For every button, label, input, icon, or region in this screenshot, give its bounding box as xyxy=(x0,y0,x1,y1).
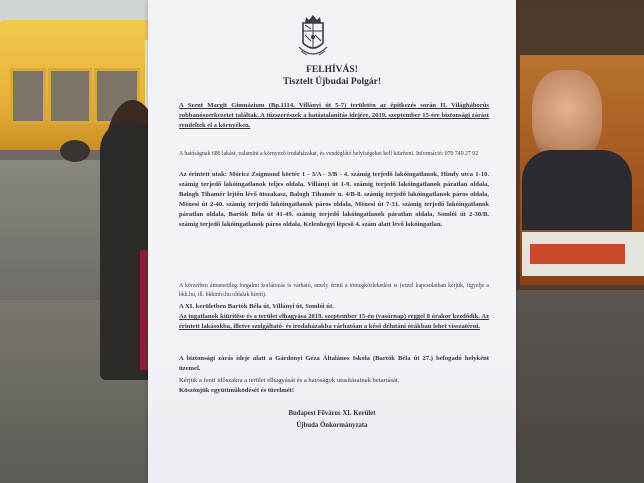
paragraph-evacuation-scope xyxy=(179,150,489,159)
paragraph-schedule xyxy=(179,312,489,332)
paragraph-discovery xyxy=(179,101,489,131)
tram-window xyxy=(48,68,92,124)
paragraph-affected-roads xyxy=(179,170,489,230)
paragraph-request xyxy=(179,376,489,396)
paragraph-district-roads-text: A XI. kerületben Bartók Béla út, Villányi út, Somlói út. xyxy=(179,303,334,310)
paragraph-affected-roads-text: Az érintett utak: Móricz Zsigmond körtér 1 - 3/A - 3/B - 4. számig terjedő lakóingatlanok, Himfy utca 1-10. számig terjedő lakóingatlanok teljes oldala, Villányi út 1-9. számig terjedő lakóingatlanok páratlan oldala, Balogh Tihamér lejtőn lévő ötszakasz, Balogh Tihamér u. 4/B-8. számig terjedő lakóingatlanok páros oldala, Ménesi út 2-40. számig terjedő lakóingatlanok páros oldala, Ménesi út 7-31. számig terjedő lakóingatlanok páratlan oldala, Bartók Béla út 41-49. számig terjedő lakóingatlanok páratlan oldala, Somlói út 2-30/B. számig terjedő lakóingatlanok páros oldala, Kelenhegyi lépcső 4. szám alatt lévő lakóingatlan. xyxy=(179,171,489,228)
tram-window xyxy=(10,68,46,124)
tram-wheel xyxy=(60,140,90,162)
paragraph-discovery-text: A Szent Margit Gimnázium (Bp.1114. Villányi út 5-7) területén az építkezés során II. Világháborús robbanószerkezetet találtak. A tűzszerészek a hatástalanítás idejére, 2019. szeptember 15-ére biztonsági zárást rendeltek el a környéken. xyxy=(179,102,489,129)
paragraph-thanks-text: Köszönjük együttműködését és türelmét! xyxy=(179,387,295,394)
paragraph-evacuation-scope-text: A hatóságnak 686 lakást, valamint a környező irodaházakat, és vendéglátó helyiségeket kell kiüríteni. Információ: 070 749 27 92 xyxy=(179,151,479,157)
paragraph-district-roads xyxy=(179,302,489,312)
paragraph-request-text: Kérjük a fenti időszakra a terület elhagyását és a hatóságok utasításainak betartását. xyxy=(179,377,400,384)
notice-greeting: Tisztelt Újbudai Polgár! xyxy=(283,77,381,87)
signature-line-2: Újbuda Önkormányzata xyxy=(296,422,368,429)
paragraph-traffic-text: A körzetben átmenetileg forgalmi korlátozás is várható, amely érinti a tömegközlekedést is (ezzel kapcsolatban kérjük, figyelje a bkk.hu, ill. bkkinfo.hu oldalak híreit). xyxy=(179,283,489,298)
paragraph-schedule-text: Az ingatlanok kiürítése és a terület elhagyása 2019. szeptember 15-én (vasárnap) reggel 8 órakor kezdődik. Az érintett lakásokba, illetve szolgáltató- és irodaházakba várhatóan a késő délutáni órákban lehet visszatérni. xyxy=(179,313,489,330)
paragraph-shelter xyxy=(179,354,489,374)
window-frame-right xyxy=(510,290,644,483)
paragraph-shelter-text: A biztonsági zárás ideje alatt a Gárdonyi Géza Általános Iskola (Bartók Béla út 27.) befogadó helyként üzemel. xyxy=(179,355,489,372)
signature-line-1: Budapest Főváros XI. Kerület xyxy=(288,410,376,417)
paragraph-traffic xyxy=(179,282,489,299)
poster-suit xyxy=(522,150,632,230)
notice-sheet xyxy=(148,0,516,483)
notice-heading: FELHÍVÁS! xyxy=(306,65,358,75)
coat-of-arms-icon xyxy=(295,13,331,61)
poster-banner-red xyxy=(530,244,625,264)
